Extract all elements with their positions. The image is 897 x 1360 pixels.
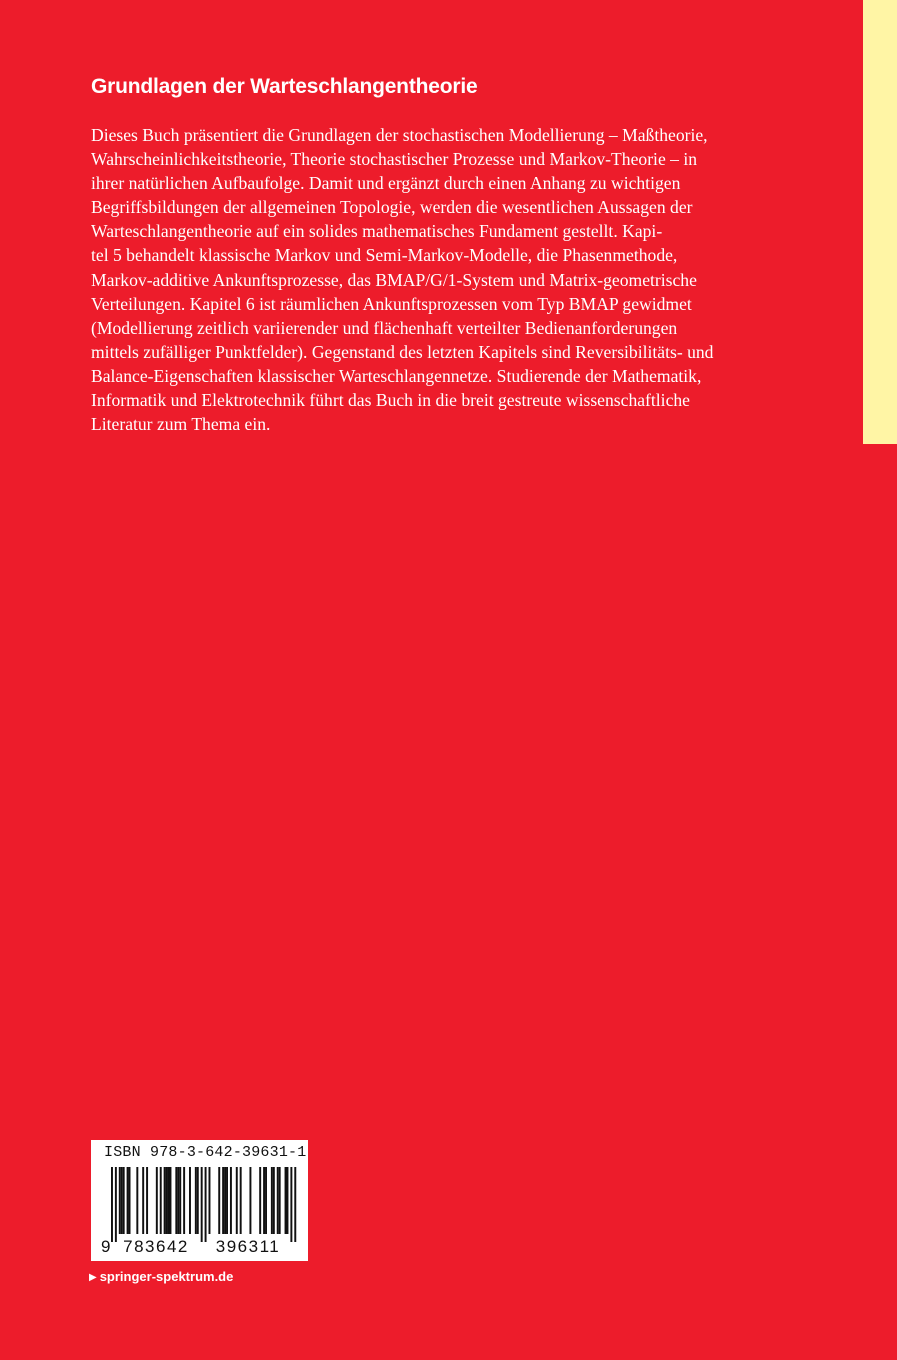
barcode-bar: [166, 1167, 168, 1234]
barcode-bar: [240, 1167, 242, 1234]
barcode-bar: [168, 1167, 170, 1234]
barcode-bar: [177, 1167, 179, 1234]
description-line: mittels zufälliger Punktfelder). Gegenstand des letzten Kapitels sind Reversibilitäts- und: [91, 341, 714, 362]
barcode-bar: [209, 1167, 211, 1234]
barcode-first-digit: 9: [101, 1237, 111, 1256]
barcode-bar: [195, 1167, 197, 1234]
barcode-bar: [249, 1167, 251, 1234]
description-line: ihrer natürlichen Aufbaufolge. Damit und ergänzt durch einen Anhang zu wichtigen: [91, 173, 681, 194]
barcode-bar: [205, 1167, 207, 1242]
barcode-bar: [287, 1167, 289, 1234]
barcode-bar: [142, 1167, 144, 1234]
book-description: [91, 123, 771, 436]
barcode-bar: [111, 1167, 113, 1242]
barcode-bar: [146, 1167, 148, 1234]
barcode-bar: [294, 1167, 296, 1242]
book-title: Grundlagen der Warteschlangentheorie: [91, 75, 478, 98]
barcode-bar: [129, 1167, 131, 1234]
barcode-bar: [123, 1167, 125, 1234]
description-line: Markov-additive Ankunftsprozesse, das BMAP/G/1-System und Matrix-geometrische: [91, 269, 697, 290]
arrow-right-icon: ▶: [89, 1272, 97, 1283]
description-line: Warteschlangentheorie auf ein solides mathematisches Fundament gestellt. Kapi-: [91, 221, 663, 242]
barcode-bar: [201, 1167, 203, 1242]
barcode-bar: [265, 1167, 267, 1234]
isbn-label: ISBN 978-3-642-39631-1: [104, 1144, 307, 1161]
barcode-bar: [121, 1167, 123, 1234]
website-label: springer-spektrum.de: [99, 1269, 234, 1284]
description-line: Literatur zum Thema ein.: [91, 414, 271, 435]
barcode-bar: [279, 1167, 281, 1234]
barcode-right-digits: 396311: [215, 1237, 281, 1256]
barcode-bar: [119, 1167, 121, 1234]
barcode-bar: [160, 1167, 162, 1234]
isbn-barcode: [91, 1140, 308, 1261]
description-line: Verteilungen. Kapitel 6 ist räumlichen Ankunftsprozessen vom Typ BMAP gewidmet: [91, 293, 692, 314]
barcode-bar: [183, 1167, 185, 1234]
barcode-bar: [136, 1167, 138, 1234]
description-line: Wahrscheinlichkeitstheorie, Theorie stochastischer Prozesse und Markov-Theorie – in: [91, 149, 698, 170]
description-line: tel 5 behandelt klassische Markov und Semi-Markov-Modelle, die Phasenmethode,: [91, 245, 678, 266]
barcode-bar: [290, 1167, 292, 1242]
barcode-bars: [111, 1167, 296, 1242]
barcode-bar: [197, 1167, 199, 1234]
barcode-bar: [236, 1167, 238, 1234]
barcode-bar: [285, 1167, 287, 1234]
barcode-bar: [179, 1167, 181, 1234]
publisher-website: [89, 1268, 233, 1287]
barcode-bar: [263, 1167, 265, 1234]
barcode-bar: [271, 1167, 273, 1234]
barcode-bar: [224, 1167, 226, 1234]
barcode-bar: [175, 1167, 177, 1234]
barcode-bar: [170, 1167, 172, 1234]
barcode-bar: [230, 1167, 232, 1234]
barcode-bar: [259, 1167, 261, 1234]
barcode-left-digits: 783642: [123, 1237, 189, 1256]
barcode-bar: [189, 1167, 191, 1234]
description-line: Informatik und Elektrotechnik führt das Buch in die breit gestreute wissenschaftliche: [91, 390, 690, 411]
barcode-bar: [277, 1167, 279, 1234]
barcode-bar: [273, 1167, 275, 1234]
description-line: Begriffsbildungen der allgemeinen Topologie, werden die wesentlichen Aussagen der: [91, 197, 693, 218]
description-line: Balance-Eigenschaften klassischer Warteschlangennetze. Studierende der Mathematik,: [91, 365, 702, 386]
barcode-bar: [156, 1167, 158, 1234]
barcode-bar: [226, 1167, 228, 1234]
barcode-bar: [127, 1167, 129, 1234]
barcode-bar: [115, 1167, 117, 1242]
description-line: (Modellierung zeitlich variierender und flächenhaft verteilter Bedienanforderungen: [91, 317, 678, 338]
barcode-bar: [222, 1167, 224, 1234]
barcode-bar: [218, 1167, 220, 1234]
barcode-bar: [164, 1167, 166, 1234]
yellow-accent-strip: [863, 0, 897, 444]
description-line: Dieses Buch präsentiert die Grundlagen der stochastischen Modellierung – Maßtheorie,: [91, 125, 708, 145]
barcode-graphic: [91, 1140, 308, 1261]
